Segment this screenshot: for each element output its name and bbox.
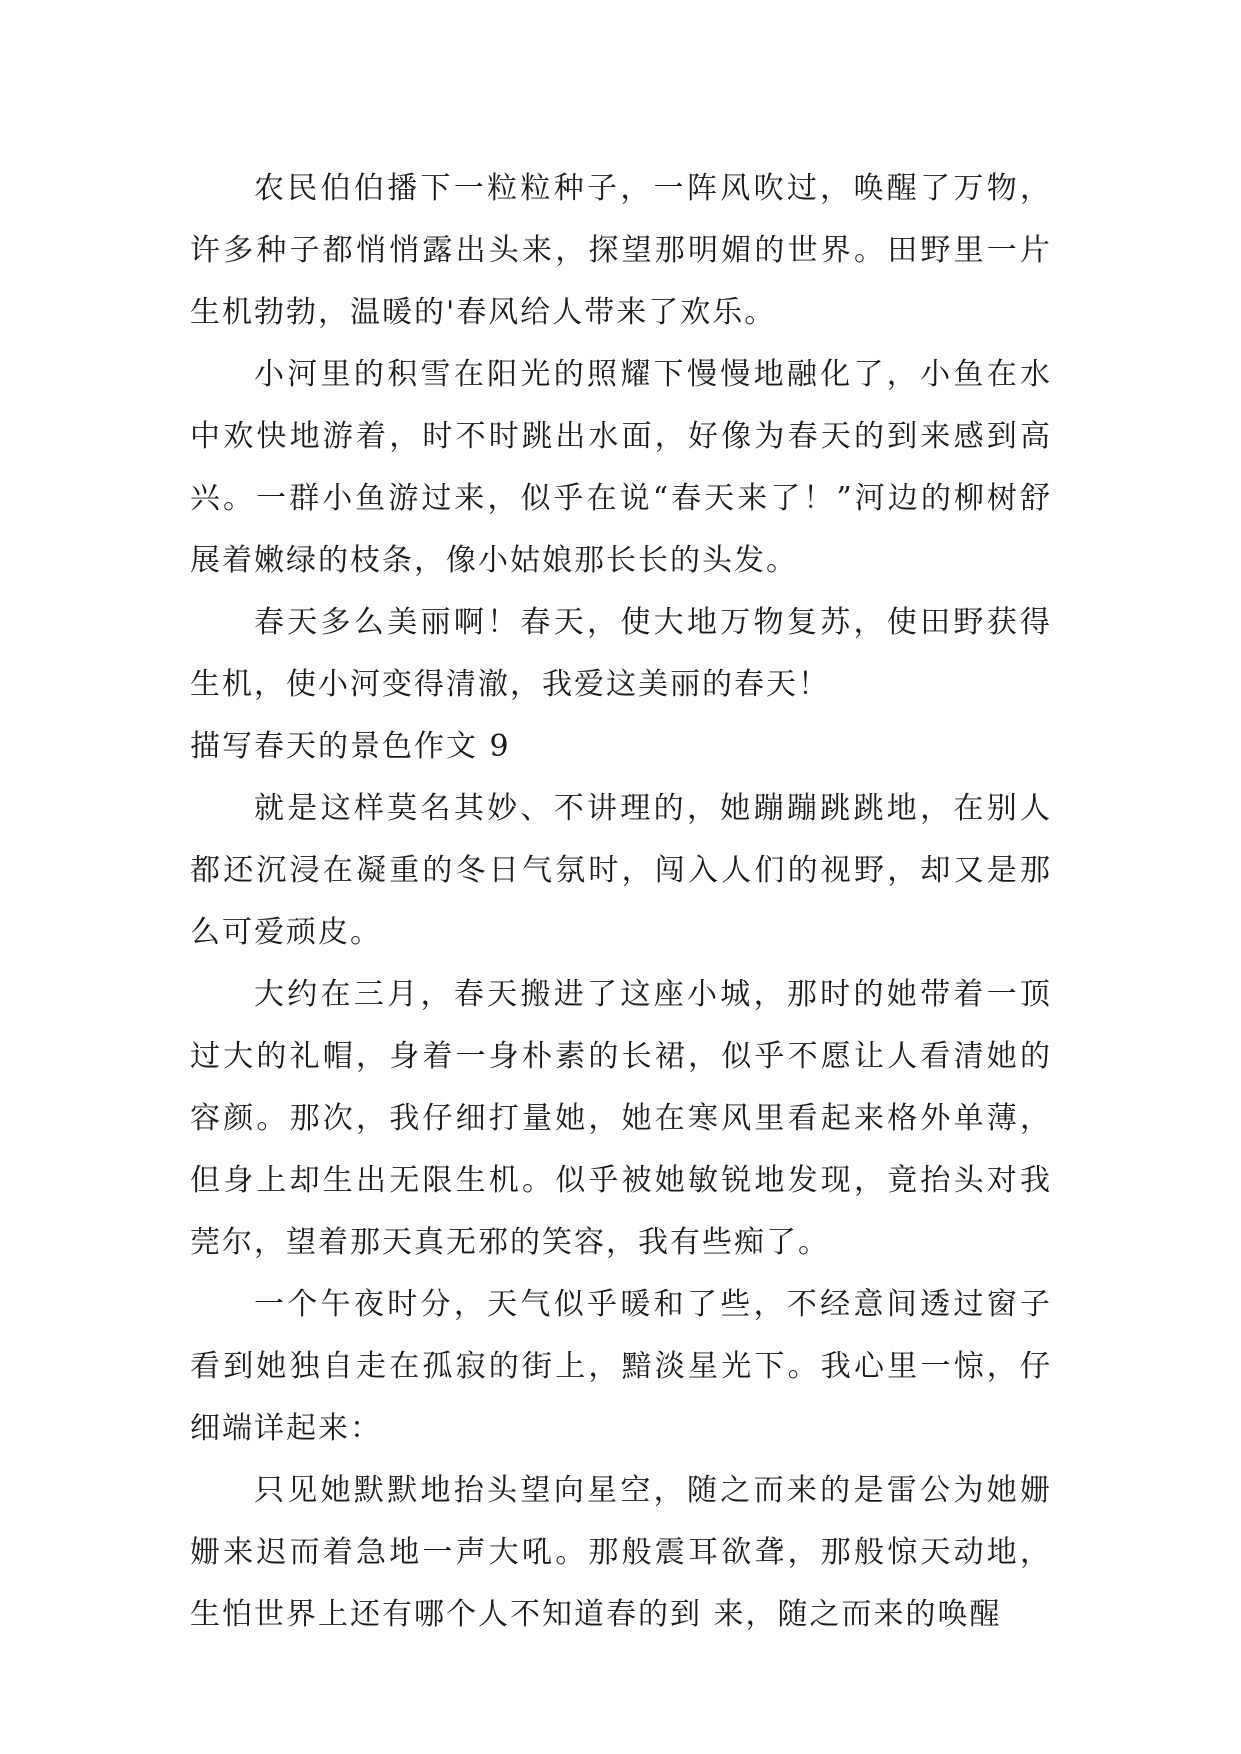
paragraph-river: 小河里的积雪在阳光的照耀下慢慢地融化了，小鱼在水中欢快地游着，时不时跳出水面，好像为春天的到来感到高兴。一群小鱼游过来，似乎在说“春天来了！”河边的柳树舒展着嫩绿的枝条，像小姑娘那长长的头发。 [190,357,1052,578]
paragraph-march: 大约在三月，春天搬进了这座小城，那时的她带着一顶过大的礼帽，身着一身朴素的长裙，似乎不愿让人看清她的容颜。那次，我仔细打量她，她在寒风里看起来格外单薄，但身上却生出无限生机。似乎被她敏锐地发现，竟抬头对我莞尔，望着那天真无邪的笑容，我有些痴了。 [190,977,1052,1260]
paragraph-spring-beauty: 春天多么美丽啊！春天，使大地万物复苏，使田野获得生机，使小河变得清澈，我爱这美丽的春天！ [190,605,1052,702]
paragraph-sowing: 农民伯伯播下一粒粒种子，一阵风吹过，唤醒了万物，许多种子都悄悄露出头来，探望那明媚的世界。田野里一片生机勃勃，温暖的'春风给人带来了欢乐。 [190,171,1052,330]
paragraph-thunder: 只见她默默地抬头望向星空，随之而来的是雷公为她姗姗来迟而着急地一声大吼。那般震耳欲聋，那般惊天动地，生怕世界上还有哪个人不知道春的到 来，随之而来的唤醒 [190,1473,1052,1632]
document-body [190,158,1052,1646]
essay-heading: 描写春天的景色作文 9 [190,729,511,764]
paragraph-midnight: 一个午夜时分，天气似乎暖和了些，不经意间透过窗子看到她独自走在孤寂的街上，黯淡星光下。我心里一惊，仔细端详起来： [190,1287,1052,1446]
paragraph-arrival: 就是这样莫名其妙、不讲理的，她蹦蹦跳跳地，在别人都还沉浸在凝重的冬日气氛时，闯入人们的视野，却又是那么可爱顽皮。 [190,791,1052,950]
